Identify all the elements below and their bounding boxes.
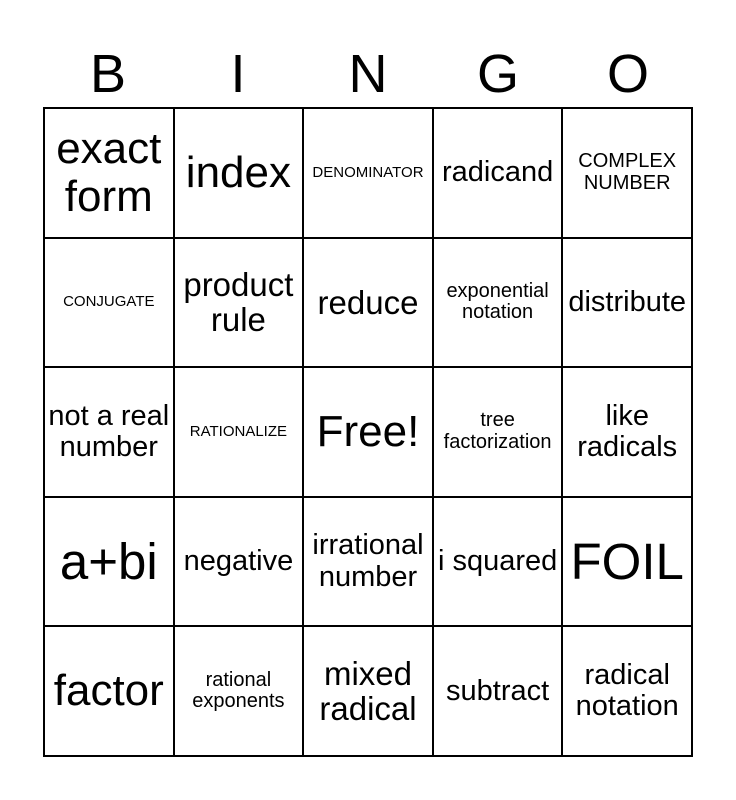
bingo-cell-i1[interactable]: index: [174, 108, 304, 238]
bingo-cell-i4[interactable]: negative: [174, 497, 304, 627]
bingo-cell-b1[interactable]: exact form: [44, 108, 174, 238]
bingo-cell-b5[interactable]: factor: [44, 626, 174, 756]
bingo-cell-i3[interactable]: RATIONALIZE: [174, 367, 304, 497]
bingo-cell-i2[interactable]: product rule: [174, 238, 304, 368]
bingo-cell-n4[interactable]: irrational number: [303, 497, 433, 627]
bingo-cell-b4[interactable]: a+bi: [44, 497, 174, 627]
bingo-board: [43, 107, 693, 757]
bingo-cell-o4[interactable]: FOIL: [562, 497, 692, 627]
header-letter-n: N: [348, 44, 388, 104]
bingo-cell-n1[interactable]: DENOMINATOR: [303, 108, 433, 238]
bingo-cell-free[interactable]: Free!: [303, 367, 433, 497]
bingo-cell-o1[interactable]: COMPLEX NUMBER: [562, 108, 692, 238]
bingo-cell-b2[interactable]: CONJUGATE: [44, 238, 174, 368]
bingo-cell-o3[interactable]: like radicals: [562, 367, 692, 497]
header-letter-o: O: [606, 44, 649, 104]
bingo-cell-g3[interactable]: tree factorization: [433, 367, 563, 497]
bingo-cell-i5[interactable]: rational exponents: [174, 626, 304, 756]
header-letter-b: B: [89, 44, 127, 104]
bingo-header: [43, 40, 693, 108]
bingo-cell-b3[interactable]: not a real number: [44, 367, 174, 497]
bingo-cell-g5[interactable]: subtract: [433, 626, 563, 756]
header-letter-g: G: [476, 44, 519, 104]
bingo-cell-n2[interactable]: reduce: [303, 238, 433, 368]
bingo-cell-g1[interactable]: radicand: [433, 108, 563, 238]
bingo-cell-g2[interactable]: exponential notation: [433, 238, 563, 368]
bingo-cell-o2[interactable]: distribute: [562, 238, 692, 368]
bingo-cell-g4[interactable]: i squared: [433, 497, 563, 627]
bingo-cell-n5[interactable]: mixed radical: [303, 626, 433, 756]
header-letter-i: I: [230, 44, 246, 104]
bingo-cell-o5[interactable]: radical notation: [562, 626, 692, 756]
